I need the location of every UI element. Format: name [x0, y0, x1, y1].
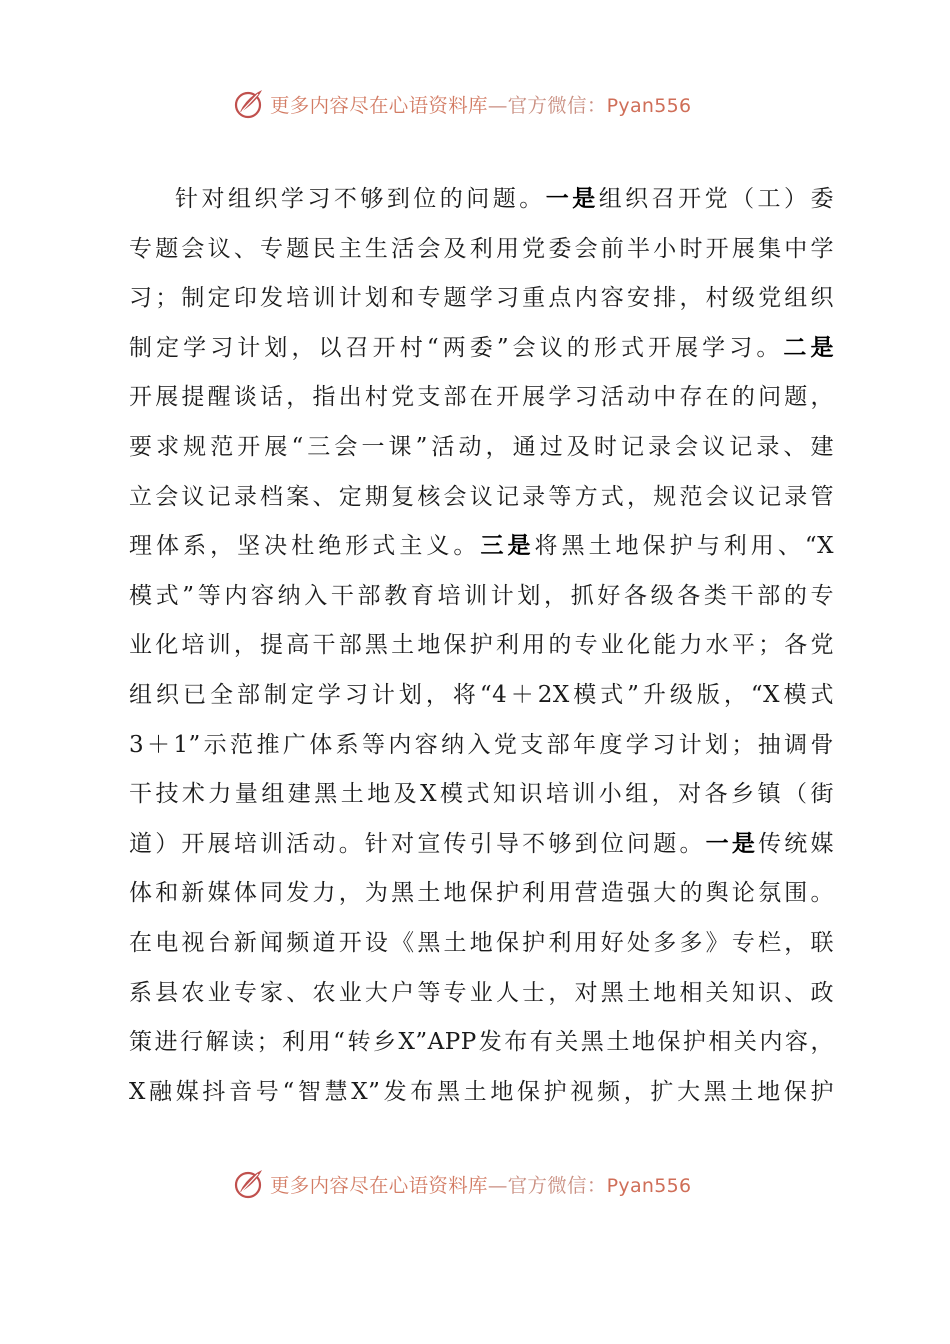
text-segment: 立会议记录档案、定期复核会议记录等方式，规范会议记录管 [129, 483, 834, 510]
text-segment: 要求规范开展“三会一课”活动，通过及时记录会议记录、建 [129, 433, 834, 460]
text-segment: 习；制定印发培训计划和专题学习重点内容安排，村级党组织 [129, 285, 834, 312]
text-segment: 策进行解读；利用“转乡X”APP发布有关黑土地保护相关内容， [129, 1029, 834, 1056]
text-line [129, 1067, 834, 1117]
separator: — [487, 1174, 508, 1197]
text-line [129, 620, 834, 670]
text-line [129, 918, 834, 968]
text-segment: 组织已全部制定学习计划，将“4＋2X模式”升级版，“X模式 [129, 681, 834, 708]
quill-logo-icon [232, 1166, 268, 1202]
text-segment: 体和新媒体同发力，为黑土地保护利用营造强大的舆论氛围。 [129, 880, 834, 907]
emphasis-marker: 一是 [705, 829, 759, 857]
text-segment: 传统媒 [758, 830, 835, 857]
text-segment: 针对组织学习不够到位的问题。 [175, 186, 546, 212]
text-line [129, 472, 834, 522]
banner-text [270, 90, 691, 118]
separator: — [487, 94, 508, 117]
text-line [129, 372, 834, 422]
text-line [129, 720, 834, 770]
quill-logo-icon [232, 86, 268, 122]
text-line [129, 769, 834, 819]
wechat-label: 官方微信： [507, 94, 607, 117]
text-segment: 组织召开党（工）委 [598, 186, 835, 212]
text-line [129, 670, 834, 720]
text-segment: 理体系，坚决杜绝形式主义。 [129, 533, 481, 560]
text-line [129, 1017, 834, 1067]
text-line [129, 968, 834, 1018]
text-line [129, 224, 834, 274]
document-body [129, 174, 834, 1116]
emphasis-marker: 一是 [545, 185, 599, 212]
text-segment: X融媒抖音号“智慧X”发布黑土地保护视频，扩大黑土地保护 [129, 1078, 834, 1105]
text-segment: 将黑土地保护与利用、“X [534, 533, 835, 560]
text-line [129, 273, 834, 323]
emphasis-marker: 二是 [783, 333, 834, 361]
text-segment: 干技术力量组建黑土地及X模式知识培训小组，对各乡镇（街 [129, 781, 834, 808]
text-segment: 系县农业专家、农业大户等专业人士，对黑土地相关知识、政 [129, 979, 834, 1006]
text-segment: 模式”等内容纳入干部教育培训计划，抓好各级各类干部的专 [129, 582, 834, 609]
text-segment: 开展提醒谈话，指出村党支部在开展学习活动中存在的问题， [129, 384, 834, 411]
text-segment: 3＋1”示范推广体系等内容纳入党支部年度学习计划；抽调骨 [129, 731, 834, 758]
emphasis-marker: 三是 [480, 532, 535, 560]
text-segment: 专题会议、专题民主生活会及利用党委会前半小时开展集中学 [129, 235, 834, 262]
footer-banner [232, 1166, 752, 1202]
text-line [129, 819, 834, 869]
wechat-id: Pyan556 [606, 95, 692, 117]
site-name: 更多内容尽在心语资料库 [270, 1174, 488, 1197]
text-line [129, 422, 834, 472]
header-banner [232, 86, 752, 122]
text-line [129, 174, 834, 224]
wechat-label: 官方微信： [507, 1174, 607, 1197]
banner-text [270, 1170, 691, 1198]
text-segment: 道）开展培训活动。针对宣传引导不够到位问题。 [129, 830, 706, 857]
text-line [129, 868, 834, 918]
text-line [129, 521, 834, 571]
text-segment: 制定学习计划，以召开村“两委”会议的形式开展学习。 [129, 334, 784, 361]
text-line [129, 571, 834, 621]
wechat-id: Pyan556 [606, 1175, 692, 1197]
text-segment: 业化培训，提高干部黑土地保护利用的专业化能力水平；各党 [129, 632, 834, 659]
text-line [129, 323, 834, 373]
site-name: 更多内容尽在心语资料库 [270, 94, 488, 117]
text-segment: 在电视台新闻频道开设《黑土地保护利用好处多多》专栏，联 [129, 929, 834, 956]
